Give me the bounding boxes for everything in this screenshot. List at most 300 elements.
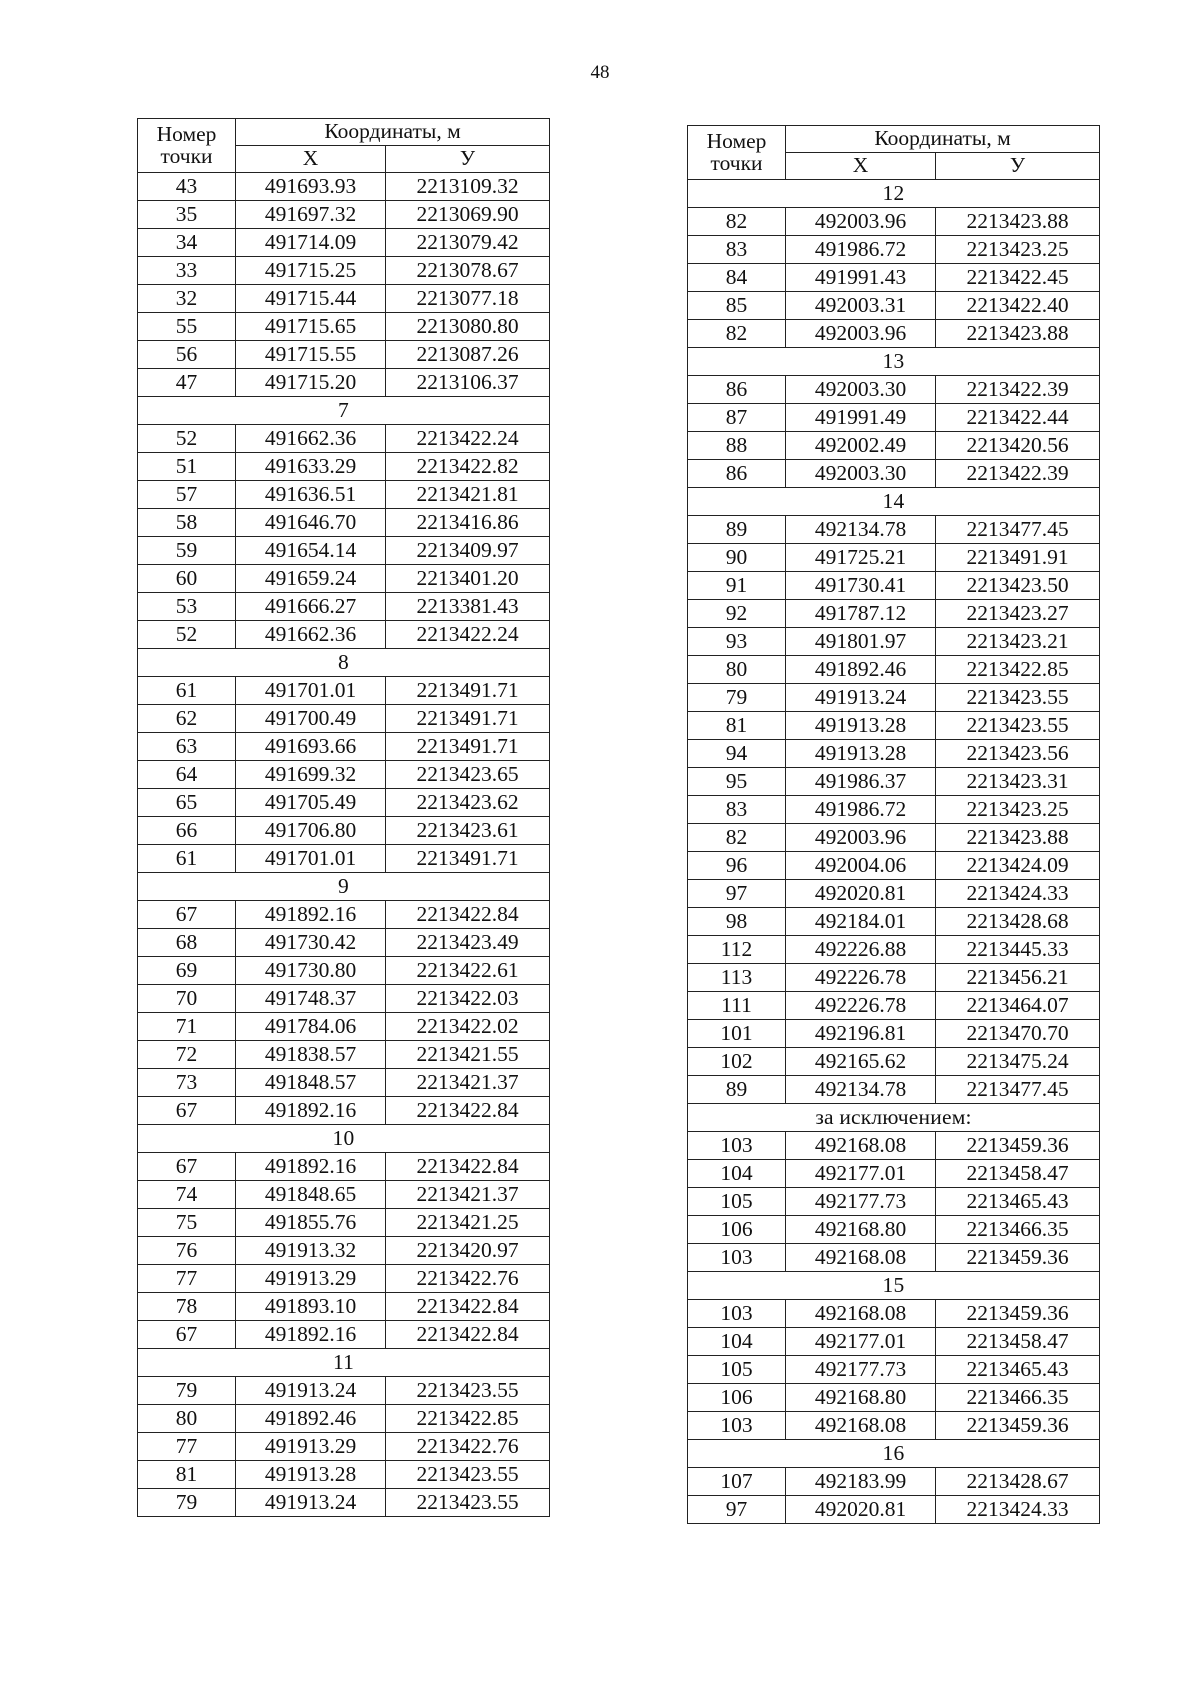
x-coordinate-cell: 492020.81 bbox=[786, 1496, 936, 1524]
x-coordinate-cell: 491913.28 bbox=[786, 712, 936, 740]
y-coordinate-cell: 2213422.24 bbox=[386, 621, 550, 649]
x-coordinate-cell: 492003.30 bbox=[786, 376, 936, 404]
point-number-cell: 34 bbox=[138, 229, 236, 257]
table-row bbox=[688, 1020, 1100, 1048]
table-row bbox=[688, 1132, 1100, 1160]
x-coordinate-cell: 491848.65 bbox=[236, 1181, 386, 1209]
y-coordinate-cell: 2213422.84 bbox=[386, 1153, 550, 1181]
section-row bbox=[138, 649, 550, 677]
table-row bbox=[138, 369, 550, 397]
x-coordinate-cell: 492020.81 bbox=[786, 880, 936, 908]
y-coordinate-cell: 2213422.40 bbox=[936, 292, 1100, 320]
y-coordinate-cell: 2213401.20 bbox=[386, 565, 550, 593]
x-coordinate-cell: 491697.32 bbox=[236, 201, 386, 229]
x-coordinate-cell: 491699.32 bbox=[236, 761, 386, 789]
point-number-cell: 67 bbox=[138, 1153, 236, 1181]
point-number-cell: 70 bbox=[138, 985, 236, 1013]
point-header-line1: Номер bbox=[156, 122, 217, 146]
section-label: 16 bbox=[688, 1440, 1100, 1468]
point-number-cell: 105 bbox=[688, 1356, 786, 1384]
x-coordinate-cell: 491705.49 bbox=[236, 789, 386, 817]
table-row bbox=[138, 677, 550, 705]
x-coordinate-cell: 491659.24 bbox=[236, 565, 386, 593]
point-number-cell: 103 bbox=[688, 1244, 786, 1272]
x-coordinate-cell: 491913.32 bbox=[236, 1237, 386, 1265]
point-number-cell: 112 bbox=[688, 936, 786, 964]
x-coordinate-cell: 492226.78 bbox=[786, 964, 936, 992]
x-coordinate-cell: 491715.25 bbox=[236, 257, 386, 285]
point-number-cell: 62 bbox=[138, 705, 236, 733]
table-row bbox=[688, 768, 1100, 796]
table-row bbox=[688, 852, 1100, 880]
table-row bbox=[138, 1041, 550, 1069]
table-row bbox=[688, 1328, 1100, 1356]
y-coordinate-cell: 2213423.62 bbox=[386, 789, 550, 817]
table-row bbox=[688, 600, 1100, 628]
y-coordinate-cell: 2213422.24 bbox=[386, 425, 550, 453]
point-number-cell: 106 bbox=[688, 1216, 786, 1244]
y-coordinate-cell: 2213069.90 bbox=[386, 201, 550, 229]
table-row bbox=[688, 1216, 1100, 1244]
point-number-cell: 80 bbox=[138, 1405, 236, 1433]
table-row bbox=[688, 572, 1100, 600]
point-number-cell: 52 bbox=[138, 621, 236, 649]
point-number-cell: 64 bbox=[138, 761, 236, 789]
point-number-cell: 103 bbox=[688, 1300, 786, 1328]
y-coordinate-cell: 2213423.55 bbox=[386, 1461, 550, 1489]
table-row bbox=[688, 740, 1100, 768]
y-coordinate-cell: 2213491.71 bbox=[386, 677, 550, 705]
point-number-cell: 52 bbox=[138, 425, 236, 453]
point-number-cell: 32 bbox=[138, 285, 236, 313]
table-row bbox=[688, 404, 1100, 432]
point-number-cell: 105 bbox=[688, 1188, 786, 1216]
table-row bbox=[138, 565, 550, 593]
y-coordinate-cell: 2213421.37 bbox=[386, 1069, 550, 1097]
point-number-cell: 91 bbox=[688, 572, 786, 600]
x-coordinate-cell: 491913.24 bbox=[236, 1489, 386, 1517]
table-row bbox=[138, 173, 550, 201]
point-number-cell: 113 bbox=[688, 964, 786, 992]
table-row bbox=[688, 432, 1100, 460]
table-row bbox=[688, 320, 1100, 348]
section-row bbox=[688, 1440, 1100, 1468]
point-number-cell: 55 bbox=[138, 313, 236, 341]
x-coordinate-cell: 491892.16 bbox=[236, 1153, 386, 1181]
x-coordinate-cell: 492177.01 bbox=[786, 1328, 936, 1356]
section-label: 12 bbox=[688, 180, 1100, 208]
x-coordinate-cell: 491701.01 bbox=[236, 845, 386, 873]
table-row bbox=[688, 516, 1100, 544]
x-coordinate-cell: 492177.73 bbox=[786, 1188, 936, 1216]
y-coordinate-cell: 2213423.88 bbox=[936, 824, 1100, 852]
point-number-cell: 67 bbox=[138, 1321, 236, 1349]
point-number-cell: 96 bbox=[688, 852, 786, 880]
x-coordinate-cell: 491838.57 bbox=[236, 1041, 386, 1069]
table-row bbox=[138, 1069, 550, 1097]
y-coordinate-cell: 2213459.36 bbox=[936, 1412, 1100, 1440]
y-coordinate-cell: 2213459.36 bbox=[936, 1132, 1100, 1160]
point-number-cell: 67 bbox=[138, 1097, 236, 1125]
table-body-left bbox=[138, 173, 550, 1517]
table-row bbox=[688, 1300, 1100, 1328]
point-number-cell: 78 bbox=[138, 1293, 236, 1321]
y-coordinate-cell: 2213422.02 bbox=[386, 1013, 550, 1041]
table-row bbox=[138, 1181, 550, 1209]
y-coordinate-cell: 2213422.39 bbox=[936, 460, 1100, 488]
y-coordinate-cell: 2213465.43 bbox=[936, 1188, 1100, 1216]
x-coordinate-cell: 491892.16 bbox=[236, 1321, 386, 1349]
table-row bbox=[138, 1153, 550, 1181]
x-coordinate-cell: 492168.08 bbox=[786, 1132, 936, 1160]
point-number-cell: 92 bbox=[688, 600, 786, 628]
x-coordinate-cell: 492168.80 bbox=[786, 1384, 936, 1412]
point-number-cell: 104 bbox=[688, 1328, 786, 1356]
x-coordinate-cell: 491913.29 bbox=[236, 1265, 386, 1293]
y-coordinate-cell: 2213421.37 bbox=[386, 1181, 550, 1209]
table-row bbox=[138, 761, 550, 789]
x-coordinate-cell: 491784.06 bbox=[236, 1013, 386, 1041]
table-row bbox=[138, 425, 550, 453]
x-coordinate-cell: 491706.80 bbox=[236, 817, 386, 845]
x-coordinate-cell: 491892.46 bbox=[236, 1405, 386, 1433]
point-number-cell: 67 bbox=[138, 901, 236, 929]
y-coordinate-cell: 2213423.27 bbox=[936, 600, 1100, 628]
x-coordinate-cell: 492168.80 bbox=[786, 1216, 936, 1244]
y-coordinate-cell: 2213422.85 bbox=[936, 656, 1100, 684]
table-row bbox=[688, 460, 1100, 488]
y-coordinate-cell: 2213422.85 bbox=[386, 1405, 550, 1433]
point-number-cell: 77 bbox=[138, 1265, 236, 1293]
x-coordinate-cell: 491654.14 bbox=[236, 537, 386, 565]
table-row bbox=[688, 964, 1100, 992]
x-coordinate-cell: 491913.28 bbox=[786, 740, 936, 768]
point-number-cell: 79 bbox=[138, 1489, 236, 1517]
point-number-cell: 107 bbox=[688, 1468, 786, 1496]
x-coordinate-cell: 491986.72 bbox=[786, 236, 936, 264]
y-coordinate-cell: 2213087.26 bbox=[386, 341, 550, 369]
point-number-cell: 80 bbox=[688, 656, 786, 684]
section-row bbox=[138, 873, 550, 901]
y-coordinate-cell: 2213422.84 bbox=[386, 1321, 550, 1349]
point-number-cell: 51 bbox=[138, 453, 236, 481]
x-coordinate-cell: 492168.08 bbox=[786, 1244, 936, 1272]
x-coordinate-cell: 491913.24 bbox=[236, 1377, 386, 1405]
table-row bbox=[138, 957, 550, 985]
x-coordinate-cell: 492184.01 bbox=[786, 908, 936, 936]
x-coordinate-cell: 491636.51 bbox=[236, 481, 386, 509]
x-coordinate-cell: 491991.49 bbox=[786, 404, 936, 432]
table-row bbox=[688, 292, 1100, 320]
table-row bbox=[688, 1048, 1100, 1076]
x-coordinate-cell: 491991.43 bbox=[786, 264, 936, 292]
y-coordinate-cell: 2213106.37 bbox=[386, 369, 550, 397]
point-number-cell: 111 bbox=[688, 992, 786, 1020]
point-number-cell: 74 bbox=[138, 1181, 236, 1209]
point-number-cell: 79 bbox=[688, 684, 786, 712]
table-body-right bbox=[688, 180, 1100, 1524]
table-row bbox=[138, 257, 550, 285]
point-number-cell: 53 bbox=[138, 593, 236, 621]
x-coordinate-cell: 491701.01 bbox=[236, 677, 386, 705]
point-number-cell: 73 bbox=[138, 1069, 236, 1097]
point-number-cell: 84 bbox=[688, 264, 786, 292]
y-coordinate-cell: 2213423.49 bbox=[386, 929, 550, 957]
x-coordinate-cell: 491662.36 bbox=[236, 425, 386, 453]
x-coordinate-cell: 491666.27 bbox=[236, 593, 386, 621]
point-number-cell: 75 bbox=[138, 1209, 236, 1237]
section-label: 10 bbox=[138, 1125, 550, 1153]
y-coordinate-cell: 2213424.33 bbox=[936, 880, 1100, 908]
y-coordinate-cell: 2213422.82 bbox=[386, 453, 550, 481]
point-number-cell: 82 bbox=[688, 320, 786, 348]
table-row bbox=[688, 1160, 1100, 1188]
y-coordinate-cell: 2213466.35 bbox=[936, 1384, 1100, 1412]
section-label: 8 bbox=[138, 649, 550, 677]
y-coordinate-cell: 2213491.71 bbox=[386, 845, 550, 873]
table-row bbox=[688, 712, 1100, 740]
section-row bbox=[688, 1272, 1100, 1300]
section-label: 14 bbox=[688, 488, 1100, 516]
point-number-cell: 65 bbox=[138, 789, 236, 817]
table-row bbox=[688, 908, 1100, 936]
x-coordinate-cell: 492003.96 bbox=[786, 320, 936, 348]
point-header-line2: точки bbox=[710, 150, 763, 175]
point-number-cell: 89 bbox=[688, 516, 786, 544]
table-row bbox=[138, 901, 550, 929]
x-coordinate-cell: 491715.44 bbox=[236, 285, 386, 313]
y-coordinate-cell: 2213421.25 bbox=[386, 1209, 550, 1237]
y-coordinate-cell: 2213423.61 bbox=[386, 817, 550, 845]
x-coordinate-cell: 491892.16 bbox=[236, 1097, 386, 1125]
table-row bbox=[138, 705, 550, 733]
point-number-cell: 76 bbox=[138, 1237, 236, 1265]
point-number-cell: 90 bbox=[688, 544, 786, 572]
point-number-cell: 97 bbox=[688, 880, 786, 908]
y-coordinate-cell: 2213077.18 bbox=[386, 285, 550, 313]
point-number-cell: 98 bbox=[688, 908, 786, 936]
x-coordinate-cell: 491730.41 bbox=[786, 572, 936, 600]
table-row bbox=[688, 376, 1100, 404]
y-coordinate-cell: 2213475.24 bbox=[936, 1048, 1100, 1076]
x-coordinate-cell: 491715.55 bbox=[236, 341, 386, 369]
y-coordinate-cell: 2213109.32 bbox=[386, 173, 550, 201]
x-coordinate-cell: 491730.42 bbox=[236, 929, 386, 957]
y-coordinate-cell: 2213381.43 bbox=[386, 593, 550, 621]
y-coordinate-cell: 2213423.25 bbox=[936, 796, 1100, 824]
point-number-cell: 95 bbox=[688, 768, 786, 796]
point-number-cell: 106 bbox=[688, 1384, 786, 1412]
table-row bbox=[688, 1188, 1100, 1216]
table-row bbox=[138, 1237, 550, 1265]
table-row bbox=[138, 845, 550, 873]
x-coordinate-cell: 491892.46 bbox=[786, 656, 936, 684]
section-row bbox=[138, 1349, 550, 1377]
table-row bbox=[138, 789, 550, 817]
table-row bbox=[138, 509, 550, 537]
y-coordinate-cell: 2213416.86 bbox=[386, 509, 550, 537]
y-coordinate-cell: 2213423.55 bbox=[936, 684, 1100, 712]
y-coordinate-cell: 2213078.67 bbox=[386, 257, 550, 285]
x-coordinate-cell: 492002.49 bbox=[786, 432, 936, 460]
table-row bbox=[688, 796, 1100, 824]
table-row bbox=[138, 1433, 550, 1461]
section-label: за исключением: bbox=[688, 1104, 1100, 1132]
y-coordinate-cell: 2213458.47 bbox=[936, 1328, 1100, 1356]
point-number-cell: 33 bbox=[138, 257, 236, 285]
x-coordinate-cell: 492168.08 bbox=[786, 1412, 936, 1440]
table-row bbox=[138, 929, 550, 957]
x-coordinate-cell: 492168.08 bbox=[786, 1300, 936, 1328]
point-number-cell: 63 bbox=[138, 733, 236, 761]
point-number-cell: 57 bbox=[138, 481, 236, 509]
point-number-cell: 97 bbox=[688, 1496, 786, 1524]
y-coordinate-cell: 2213422.03 bbox=[386, 985, 550, 1013]
point-header-line1: Номер bbox=[706, 129, 767, 153]
point-number-cell: 72 bbox=[138, 1041, 236, 1069]
y-coordinate-cell: 2213423.21 bbox=[936, 628, 1100, 656]
y-coordinate-cell: 2213079.42 bbox=[386, 229, 550, 257]
y-coordinate-cell: 2213423.31 bbox=[936, 768, 1100, 796]
x-coordinate-cell: 492226.88 bbox=[786, 936, 936, 964]
y-coordinate-cell: 2213420.97 bbox=[386, 1237, 550, 1265]
table-row bbox=[688, 208, 1100, 236]
point-number-cell: 101 bbox=[688, 1020, 786, 1048]
y-coordinate-cell: 2213422.61 bbox=[386, 957, 550, 985]
y-coordinate-cell: 2213466.35 bbox=[936, 1216, 1100, 1244]
section-row bbox=[688, 1104, 1100, 1132]
point-header-line2: точки bbox=[160, 143, 213, 168]
x-coordinate-cell: 491700.49 bbox=[236, 705, 386, 733]
x-coordinate-cell: 491715.20 bbox=[236, 369, 386, 397]
x-coordinate-cell: 491748.37 bbox=[236, 985, 386, 1013]
table-row bbox=[688, 1356, 1100, 1384]
table-row bbox=[688, 936, 1100, 964]
x-coordinate-cell: 491986.72 bbox=[786, 796, 936, 824]
table-row bbox=[138, 1013, 550, 1041]
point-number-cell: 103 bbox=[688, 1132, 786, 1160]
y-coordinate-cell: 2213456.21 bbox=[936, 964, 1100, 992]
x-coordinate-cell: 492003.30 bbox=[786, 460, 936, 488]
point-number-cell: 86 bbox=[688, 460, 786, 488]
x-coordinate-cell: 492165.62 bbox=[786, 1048, 936, 1076]
x-coordinate-cell: 491913.24 bbox=[786, 684, 936, 712]
point-number-cell: 61 bbox=[138, 677, 236, 705]
table-row bbox=[138, 1377, 550, 1405]
point-number-cell: 71 bbox=[138, 1013, 236, 1041]
x-coordinate-cell: 491787.12 bbox=[786, 600, 936, 628]
y-coordinate-cell: 2213424.33 bbox=[936, 1496, 1100, 1524]
table-row bbox=[138, 537, 550, 565]
point-number-cell: 35 bbox=[138, 201, 236, 229]
y-coordinate-cell: 2213491.71 bbox=[386, 705, 550, 733]
x-coordinate-cell: 491855.76 bbox=[236, 1209, 386, 1237]
x-column-header: X bbox=[236, 146, 386, 173]
point-number-header bbox=[688, 126, 786, 180]
y-coordinate-cell: 2213422.39 bbox=[936, 376, 1100, 404]
table-row bbox=[688, 1468, 1100, 1496]
x-coordinate-cell: 492003.31 bbox=[786, 292, 936, 320]
table-row bbox=[688, 824, 1100, 852]
table-row bbox=[688, 1244, 1100, 1272]
y-coordinate-cell: 2213428.68 bbox=[936, 908, 1100, 936]
table-row bbox=[138, 341, 550, 369]
point-number-cell: 93 bbox=[688, 628, 786, 656]
x-coordinate-cell: 492134.78 bbox=[786, 1076, 936, 1104]
y-coordinate-cell: 2213423.56 bbox=[936, 740, 1100, 768]
table-row bbox=[138, 1405, 550, 1433]
y-coordinate-cell: 2213428.67 bbox=[936, 1468, 1100, 1496]
section-row bbox=[688, 348, 1100, 376]
x-coordinate-cell: 491986.37 bbox=[786, 768, 936, 796]
point-number-cell: 58 bbox=[138, 509, 236, 537]
table-row bbox=[138, 621, 550, 649]
x-coordinate-cell: 491662.36 bbox=[236, 621, 386, 649]
y-coordinate-cell: 2213423.55 bbox=[386, 1489, 550, 1517]
coordinates-table-right bbox=[687, 125, 1100, 1524]
y-coordinate-cell: 2213423.25 bbox=[936, 236, 1100, 264]
point-number-cell: 56 bbox=[138, 341, 236, 369]
point-number-cell: 85 bbox=[688, 292, 786, 320]
point-number-cell: 59 bbox=[138, 537, 236, 565]
y-coordinate-cell: 2213423.55 bbox=[386, 1377, 550, 1405]
x-coordinate-cell: 492226.78 bbox=[786, 992, 936, 1020]
table-row bbox=[138, 1097, 550, 1125]
table-row bbox=[138, 1209, 550, 1237]
y-coordinate-cell: 2213422.84 bbox=[386, 1293, 550, 1321]
y-coordinate-cell: 2213409.97 bbox=[386, 537, 550, 565]
y-coordinate-cell: 2213423.55 bbox=[936, 712, 1100, 740]
y-coordinate-cell: 2213422.76 bbox=[386, 1265, 550, 1293]
x-coordinate-cell: 491893.10 bbox=[236, 1293, 386, 1321]
point-number-cell: 61 bbox=[138, 845, 236, 873]
table-row bbox=[138, 733, 550, 761]
x-coordinate-cell: 491848.57 bbox=[236, 1069, 386, 1097]
y-column-header: У bbox=[936, 153, 1100, 180]
point-number-cell: 86 bbox=[688, 376, 786, 404]
x-coordinate-cell: 491693.93 bbox=[236, 173, 386, 201]
point-number-cell: 88 bbox=[688, 432, 786, 460]
y-coordinate-cell: 2213421.55 bbox=[386, 1041, 550, 1069]
point-number-cell: 68 bbox=[138, 929, 236, 957]
point-number-cell: 94 bbox=[688, 740, 786, 768]
x-coordinate-cell: 491646.70 bbox=[236, 509, 386, 537]
y-column-header: У bbox=[386, 146, 550, 173]
section-row bbox=[688, 180, 1100, 208]
table-row bbox=[688, 264, 1100, 292]
x-coordinate-cell: 491725.21 bbox=[786, 544, 936, 572]
y-coordinate-cell: 2213458.47 bbox=[936, 1160, 1100, 1188]
x-coordinate-cell: 491892.16 bbox=[236, 901, 386, 929]
y-coordinate-cell: 2213445.33 bbox=[936, 936, 1100, 964]
x-coordinate-cell: 492177.73 bbox=[786, 1356, 936, 1384]
point-number-cell: 81 bbox=[688, 712, 786, 740]
coordinates-header: Координаты, м bbox=[236, 119, 550, 146]
x-coordinate-cell: 491633.29 bbox=[236, 453, 386, 481]
table-row bbox=[688, 628, 1100, 656]
x-column-header: X bbox=[786, 153, 936, 180]
y-coordinate-cell: 2213424.09 bbox=[936, 852, 1100, 880]
x-coordinate-cell: 491715.65 bbox=[236, 313, 386, 341]
table-row bbox=[688, 236, 1100, 264]
point-number-cell: 89 bbox=[688, 1076, 786, 1104]
x-coordinate-cell: 492004.06 bbox=[786, 852, 936, 880]
table-row bbox=[138, 285, 550, 313]
x-coordinate-cell: 492003.96 bbox=[786, 824, 936, 852]
table-row bbox=[138, 1489, 550, 1517]
x-coordinate-cell: 491801.97 bbox=[786, 628, 936, 656]
table-row bbox=[688, 1076, 1100, 1104]
